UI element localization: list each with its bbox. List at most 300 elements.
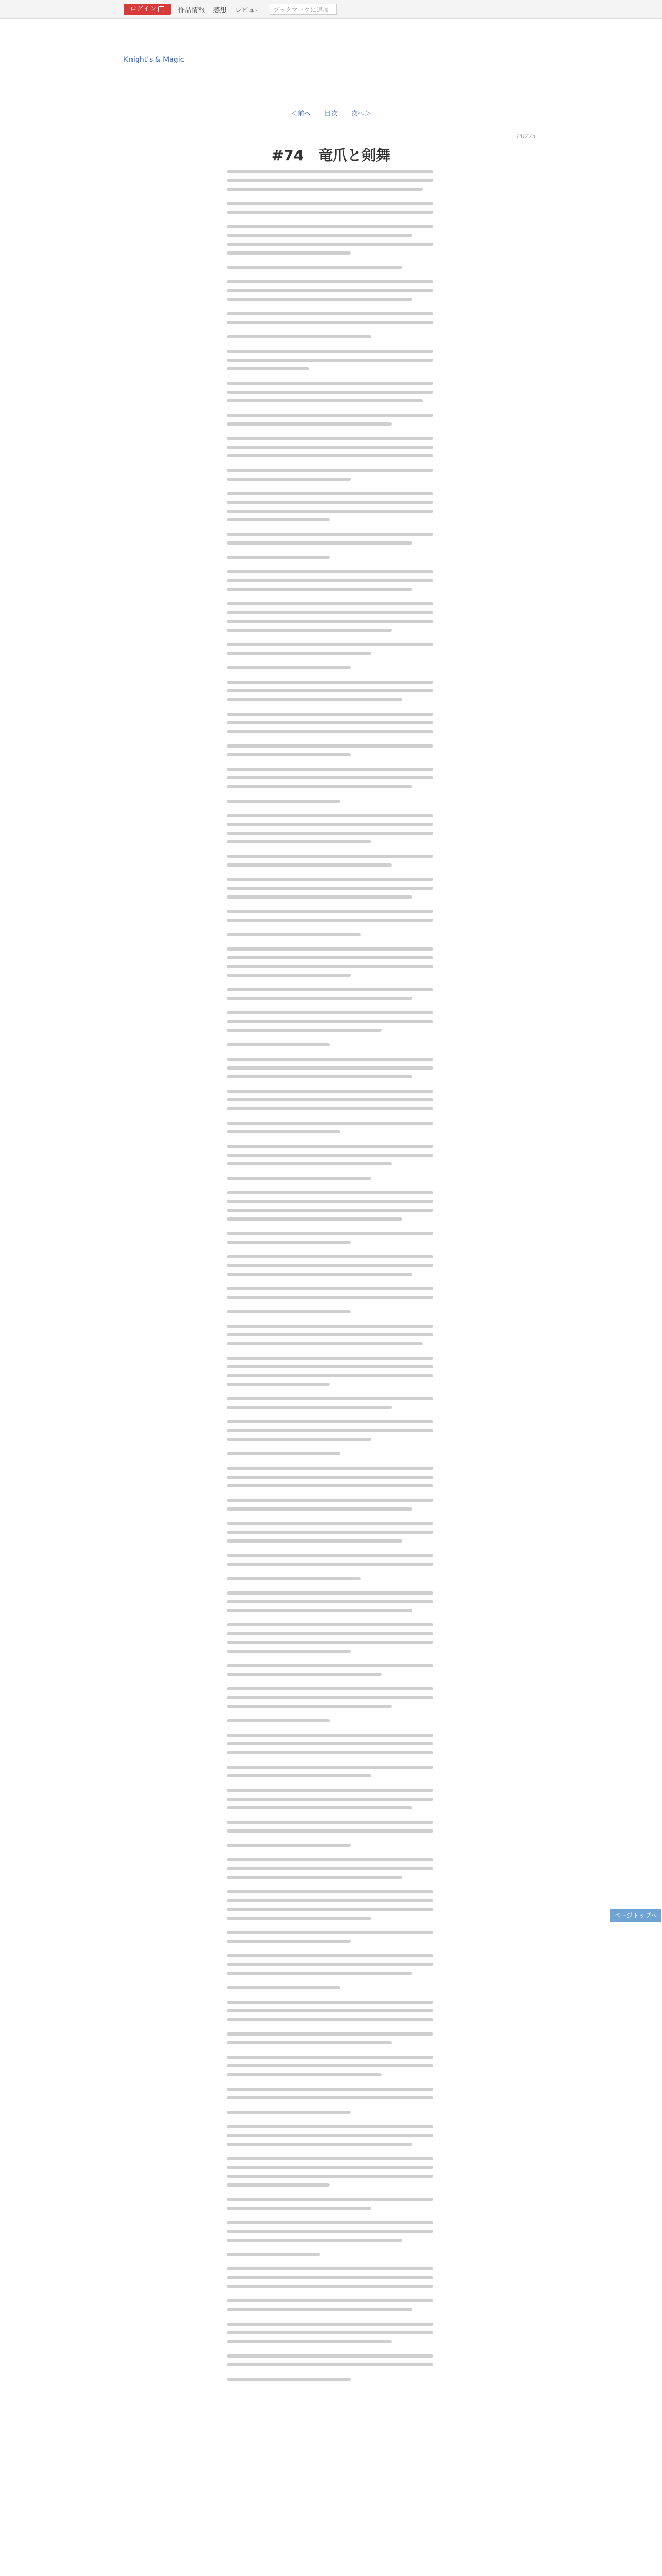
- body-paragraph: [227, 1554, 433, 1566]
- text-line: [227, 1705, 392, 1708]
- body-paragraph: [227, 814, 433, 843]
- text-line: [227, 2183, 330, 2187]
- text-line: [227, 1011, 433, 1014]
- text-line: [227, 492, 433, 495]
- text-line: [227, 698, 402, 701]
- text-line: [227, 1917, 371, 1920]
- text-line: [227, 225, 433, 228]
- text-line: [227, 1406, 392, 1409]
- text-line: [227, 1507, 412, 1511]
- text-line: [227, 919, 433, 922]
- text-line: [227, 2041, 392, 2044]
- body-paragraph: [227, 492, 433, 521]
- body-paragraph: [227, 350, 433, 370]
- text-line: [227, 1696, 433, 1699]
- text-line: [227, 933, 361, 936]
- body-paragraph: [227, 170, 433, 191]
- body-paragraph: [227, 2032, 433, 2044]
- body-paragraph: [227, 1766, 433, 1777]
- body-paragraph: [227, 1043, 433, 1046]
- text-line: [227, 280, 433, 283]
- body-paragraph: [227, 556, 433, 559]
- next-link[interactable]: 次へ＞: [351, 110, 372, 118]
- top-navigation-inner: [124, 0, 337, 19]
- text-line: [227, 1899, 433, 1902]
- text-line: [227, 1255, 433, 1258]
- chapter-body: [227, 170, 433, 2392]
- text-line: [227, 776, 433, 779]
- body-paragraph: [227, 1623, 433, 1653]
- text-line: [227, 2143, 412, 2146]
- text-line: [227, 1043, 330, 1046]
- text-line: [227, 855, 433, 858]
- notice-text: [124, 25, 536, 33]
- text-line: [227, 454, 433, 457]
- text-line: [227, 1687, 433, 1690]
- text-line: [227, 2331, 433, 2334]
- text-line: [227, 2111, 351, 2114]
- text-line: [227, 800, 340, 803]
- text-line: [227, 188, 423, 191]
- body-paragraph: [227, 933, 433, 936]
- text-line: [227, 2009, 433, 2012]
- text-line: [227, 840, 371, 843]
- text-line: [227, 1357, 433, 1360]
- text-line: [227, 2175, 433, 2178]
- text-line: [227, 1107, 433, 1110]
- text-line: [227, 2064, 433, 2067]
- body-paragraph: [227, 666, 433, 669]
- text-line: [227, 1438, 371, 1441]
- body-paragraph: [227, 1821, 433, 1833]
- body-paragraph: [227, 1591, 433, 1612]
- body-paragraph: [227, 266, 433, 269]
- text-line: [227, 1066, 433, 1070]
- text-line: [227, 2056, 433, 2059]
- text-line: [227, 382, 433, 385]
- text-line: [227, 1090, 433, 1093]
- text-line: [227, 2378, 351, 2381]
- text-line: [227, 1429, 433, 1432]
- body-paragraph: [227, 1931, 433, 1943]
- text-line: [227, 359, 433, 362]
- text-line: [227, 1673, 382, 1676]
- text-line: [227, 1232, 433, 1235]
- text-line: [227, 2207, 371, 2210]
- series-title[interactable]: Knight's & Magic: [124, 56, 185, 64]
- body-paragraph: [227, 1191, 433, 1221]
- text-line: [227, 744, 433, 748]
- text-line: [227, 988, 433, 991]
- text-line: [227, 1209, 433, 1212]
- text-line: [227, 602, 433, 605]
- body-paragraph: [227, 800, 433, 803]
- text-line: [227, 1098, 433, 1101]
- body-paragraph: [227, 1499, 433, 1511]
- text-line: [227, 652, 371, 655]
- text-line: [227, 1650, 351, 1653]
- body-paragraph: [227, 947, 433, 977]
- text-line: [227, 399, 423, 402]
- text-line: [227, 1075, 412, 1078]
- text-line: [227, 947, 433, 951]
- text-line: [227, 753, 351, 756]
- text-line: [227, 823, 433, 826]
- body-paragraph: [227, 1687, 433, 1708]
- text-line: [227, 1986, 340, 1989]
- nav-link-impressions[interactable]: 感想: [213, 6, 227, 14]
- body-paragraph: [227, 2088, 433, 2099]
- text-line: [227, 335, 371, 338]
- text-line: [227, 211, 433, 214]
- body-paragraph: [227, 768, 433, 788]
- text-line: [227, 179, 433, 182]
- page-counter: 74/225: [516, 133, 536, 140]
- text-line: [227, 1641, 433, 1644]
- text-line: [227, 170, 433, 173]
- body-paragraph: [227, 878, 433, 899]
- text-line: [227, 556, 330, 559]
- text-line: [227, 1484, 433, 1487]
- text-line: [227, 298, 412, 301]
- text-line: [227, 2088, 433, 2091]
- text-line: [227, 469, 433, 472]
- body-paragraph: [227, 1890, 433, 1920]
- text-line: [227, 289, 433, 292]
- body-paragraph: [227, 2198, 433, 2210]
- text-line: [227, 1719, 330, 1722]
- body-paragraph: [227, 988, 433, 1000]
- text-line: [227, 2276, 433, 2279]
- text-line: [227, 1264, 433, 1267]
- text-line: [227, 1632, 433, 1635]
- text-line: [227, 1397, 433, 1400]
- login-button[interactable]: [124, 4, 171, 15]
- text-line: [227, 2032, 433, 2036]
- text-line: [227, 2230, 433, 2233]
- text-line: [227, 878, 433, 881]
- text-line: [227, 321, 433, 324]
- text-line: [227, 814, 433, 817]
- text-line: [227, 1858, 433, 1861]
- header: [124, 25, 536, 64]
- text-line: [227, 1531, 433, 1534]
- text-line: [227, 832, 433, 835]
- text-line: [227, 1554, 433, 1557]
- body-paragraph: [227, 1145, 433, 1165]
- text-line: [227, 2157, 433, 2160]
- text-line: [227, 2323, 433, 2326]
- text-line: [227, 2308, 412, 2311]
- text-line: [227, 1342, 423, 1345]
- body-paragraph: [227, 2125, 433, 2146]
- body-paragraph: [227, 312, 433, 324]
- text-line: [227, 202, 433, 205]
- text-line: [227, 541, 412, 545]
- text-line: [227, 1333, 433, 1336]
- body-paragraph: [227, 910, 433, 922]
- body-paragraph: [227, 1177, 433, 1180]
- body-paragraph: [227, 533, 433, 545]
- body-paragraph: [227, 1232, 433, 1244]
- body-paragraph: [227, 1954, 433, 1975]
- text-line: [227, 533, 433, 536]
- text-line: [227, 887, 433, 890]
- text-line: [227, 1058, 433, 1061]
- text-line: [227, 1890, 433, 1893]
- body-paragraph: [227, 2354, 433, 2366]
- body-paragraph: [227, 382, 433, 402]
- body-paragraph: [227, 1734, 433, 1754]
- body-paragraph: [227, 1789, 433, 1809]
- body-paragraph: [227, 1467, 433, 1487]
- text-line: [227, 620, 433, 623]
- text-line: [227, 2299, 433, 2302]
- bookmark-add-button[interactable]: ブックマークに追加: [270, 4, 337, 15]
- text-line: [227, 1954, 433, 1957]
- body-paragraph: [227, 1090, 433, 1110]
- text-line: [227, 1766, 433, 1769]
- body-paragraph: [227, 855, 433, 867]
- text-line: [227, 1563, 433, 1566]
- body-paragraph: [227, 2001, 433, 2021]
- text-line: [227, 2354, 433, 2358]
- body-paragraph: [227, 1310, 433, 1313]
- text-line: [227, 1908, 433, 1911]
- text-line: [227, 2134, 433, 2137]
- text-line: [227, 422, 392, 426]
- text-line: [227, 863, 392, 867]
- text-line: [227, 1145, 433, 1148]
- text-line: [227, 681, 433, 684]
- nav-link-reviews[interactable]: レビュー: [235, 6, 262, 14]
- text-line: [227, 1821, 433, 1824]
- text-line: [227, 2340, 392, 2343]
- body-paragraph: [227, 1287, 433, 1299]
- text-line: [227, 785, 412, 788]
- body-paragraph: [227, 1452, 433, 1455]
- text-line: [227, 1287, 433, 1290]
- text-line: [227, 730, 433, 733]
- text-line: [227, 243, 433, 246]
- text-line: [227, 1452, 340, 1455]
- text-line: [227, 1241, 351, 1244]
- body-paragraph: [227, 1522, 433, 1543]
- text-line: [227, 570, 433, 573]
- text-line: [227, 910, 433, 913]
- text-line: [227, 437, 433, 440]
- body-paragraph: [227, 2157, 433, 2187]
- text-line: [227, 2001, 433, 2004]
- text-line: [227, 1734, 433, 1737]
- text-line: [227, 1876, 402, 1879]
- body-paragraph: [227, 225, 433, 255]
- body-paragraph: [227, 643, 433, 655]
- text-line: [227, 1798, 433, 1801]
- text-line: [227, 997, 412, 1000]
- text-line: [227, 666, 351, 669]
- text-line: [227, 588, 412, 591]
- text-line: [227, 1789, 433, 1792]
- text-line: [227, 1162, 392, 1165]
- text-line: [227, 1273, 412, 1276]
- text-line: [227, 2239, 402, 2242]
- body-paragraph: [227, 469, 433, 481]
- text-line: [227, 2198, 433, 2201]
- body-paragraph: [227, 1255, 433, 1276]
- text-line: [227, 1467, 433, 1470]
- text-line: [227, 1420, 433, 1423]
- body-paragraph: [227, 1577, 433, 1580]
- text-line: [227, 1020, 433, 1023]
- body-paragraph: [227, 2111, 433, 2114]
- text-line: [227, 2363, 433, 2366]
- text-line: [227, 1217, 402, 1221]
- text-line: [227, 956, 433, 959]
- body-paragraph: [227, 335, 433, 338]
- text-line: [227, 1296, 433, 1299]
- text-line: [227, 895, 412, 899]
- text-line: [227, 1931, 433, 1934]
- body-paragraph: [227, 202, 433, 214]
- text-line: [227, 1154, 433, 1157]
- text-line: [227, 611, 433, 614]
- text-line: [227, 510, 433, 513]
- text-line: [227, 689, 433, 692]
- text-line: [227, 1609, 412, 1612]
- toc-link[interactable]: 目次: [324, 110, 338, 118]
- text-line: [227, 266, 402, 269]
- body-paragraph: [227, 1664, 433, 1676]
- text-line: [227, 1325, 433, 1328]
- body-paragraph: [227, 1858, 433, 1879]
- text-line: [227, 1742, 433, 1745]
- text-line: [227, 478, 351, 481]
- text-line: [227, 1577, 361, 1580]
- text-line: [227, 350, 433, 353]
- text-line: [227, 1374, 433, 1377]
- text-line: [227, 1963, 433, 1966]
- body-paragraph: [227, 1357, 433, 1386]
- text-line: [227, 1029, 382, 1032]
- body-paragraph: [227, 744, 433, 756]
- text-line: [227, 721, 433, 724]
- body-paragraph: [227, 280, 433, 301]
- prev-link[interactable]: ＜前へ: [290, 110, 311, 118]
- text-line: [227, 312, 433, 315]
- text-line: [227, 974, 351, 977]
- body-paragraph: [227, 414, 433, 426]
- body-paragraph: [227, 713, 433, 733]
- text-line: [227, 1600, 433, 1603]
- text-line: [227, 1867, 433, 1870]
- text-line: [227, 2285, 433, 2288]
- body-paragraph: [227, 1325, 433, 1345]
- text-line: [227, 1200, 433, 1203]
- text-line: [227, 367, 309, 370]
- text-line: [227, 1476, 433, 1479]
- body-paragraph: [227, 2056, 433, 2076]
- text-line: [227, 1499, 433, 1502]
- body-paragraph: [227, 2253, 433, 2256]
- text-line: [227, 1623, 433, 1626]
- text-line: [227, 1191, 433, 1194]
- text-line: [227, 2221, 433, 2224]
- text-line: [227, 2073, 382, 2076]
- text-line: [227, 1774, 371, 1777]
- nav-link-work-info[interactable]: 作品情報: [178, 6, 205, 14]
- text-line: [227, 2018, 433, 2021]
- text-line: [227, 1122, 433, 1125]
- body-paragraph: [227, 2378, 433, 2381]
- text-line: [227, 1751, 433, 1754]
- body-paragraph: [227, 602, 433, 632]
- text-line: [227, 518, 330, 521]
- text-line: [227, 1383, 330, 1386]
- text-line: [227, 446, 433, 449]
- text-line: [227, 251, 351, 255]
- text-line: [227, 2267, 433, 2270]
- text-line: [227, 1664, 433, 1667]
- text-line: [227, 1844, 351, 1847]
- text-line: [227, 579, 433, 582]
- text-line: [227, 1522, 433, 1525]
- text-line: [227, 643, 433, 646]
- body-paragraph: [227, 1986, 433, 1989]
- text-line: [227, 391, 433, 394]
- body-paragraph: [227, 1058, 433, 1078]
- body-paragraph: [227, 1122, 433, 1133]
- text-line: [227, 414, 433, 417]
- text-line: [227, 1177, 371, 1180]
- text-line: [227, 768, 433, 771]
- body-paragraph: [227, 1397, 433, 1409]
- text-line: [227, 501, 433, 504]
- body-paragraph: [227, 437, 433, 457]
- text-line: [227, 1539, 402, 1543]
- text-line: [227, 2125, 433, 2128]
- text-line: [227, 1130, 340, 1133]
- body-paragraph: [227, 1719, 433, 1722]
- body-paragraph: [227, 2267, 433, 2288]
- text-line: [227, 234, 412, 237]
- body-paragraph: [227, 2299, 433, 2311]
- body-paragraph: [227, 681, 433, 701]
- pager: [0, 108, 662, 118]
- top-navigation-bar: [0, 0, 662, 19]
- body-paragraph: [227, 2323, 433, 2343]
- text-line: [227, 965, 433, 968]
- body-paragraph: [227, 1844, 433, 1847]
- login-icon: [158, 6, 164, 12]
- text-line: [227, 629, 392, 632]
- text-line: [227, 1829, 433, 1833]
- text-line: [227, 1365, 433, 1368]
- body-paragraph: [227, 1420, 433, 1441]
- text-line: [227, 2253, 320, 2256]
- body-paragraph: [227, 1011, 433, 1032]
- text-line: [227, 1972, 412, 1975]
- body-paragraph: [227, 2221, 433, 2242]
- text-line: [227, 2096, 433, 2099]
- text-line: [227, 1310, 351, 1313]
- scroll-to-top-button[interactable]: ページトップへ: [610, 1909, 661, 1922]
- text-line: [227, 1591, 433, 1595]
- text-line: [227, 2166, 433, 2169]
- body-paragraph: [227, 570, 433, 591]
- chapter-title: #74 竜爪と剣舞: [271, 147, 391, 164]
- login-button-label: ログイン: [130, 5, 157, 13]
